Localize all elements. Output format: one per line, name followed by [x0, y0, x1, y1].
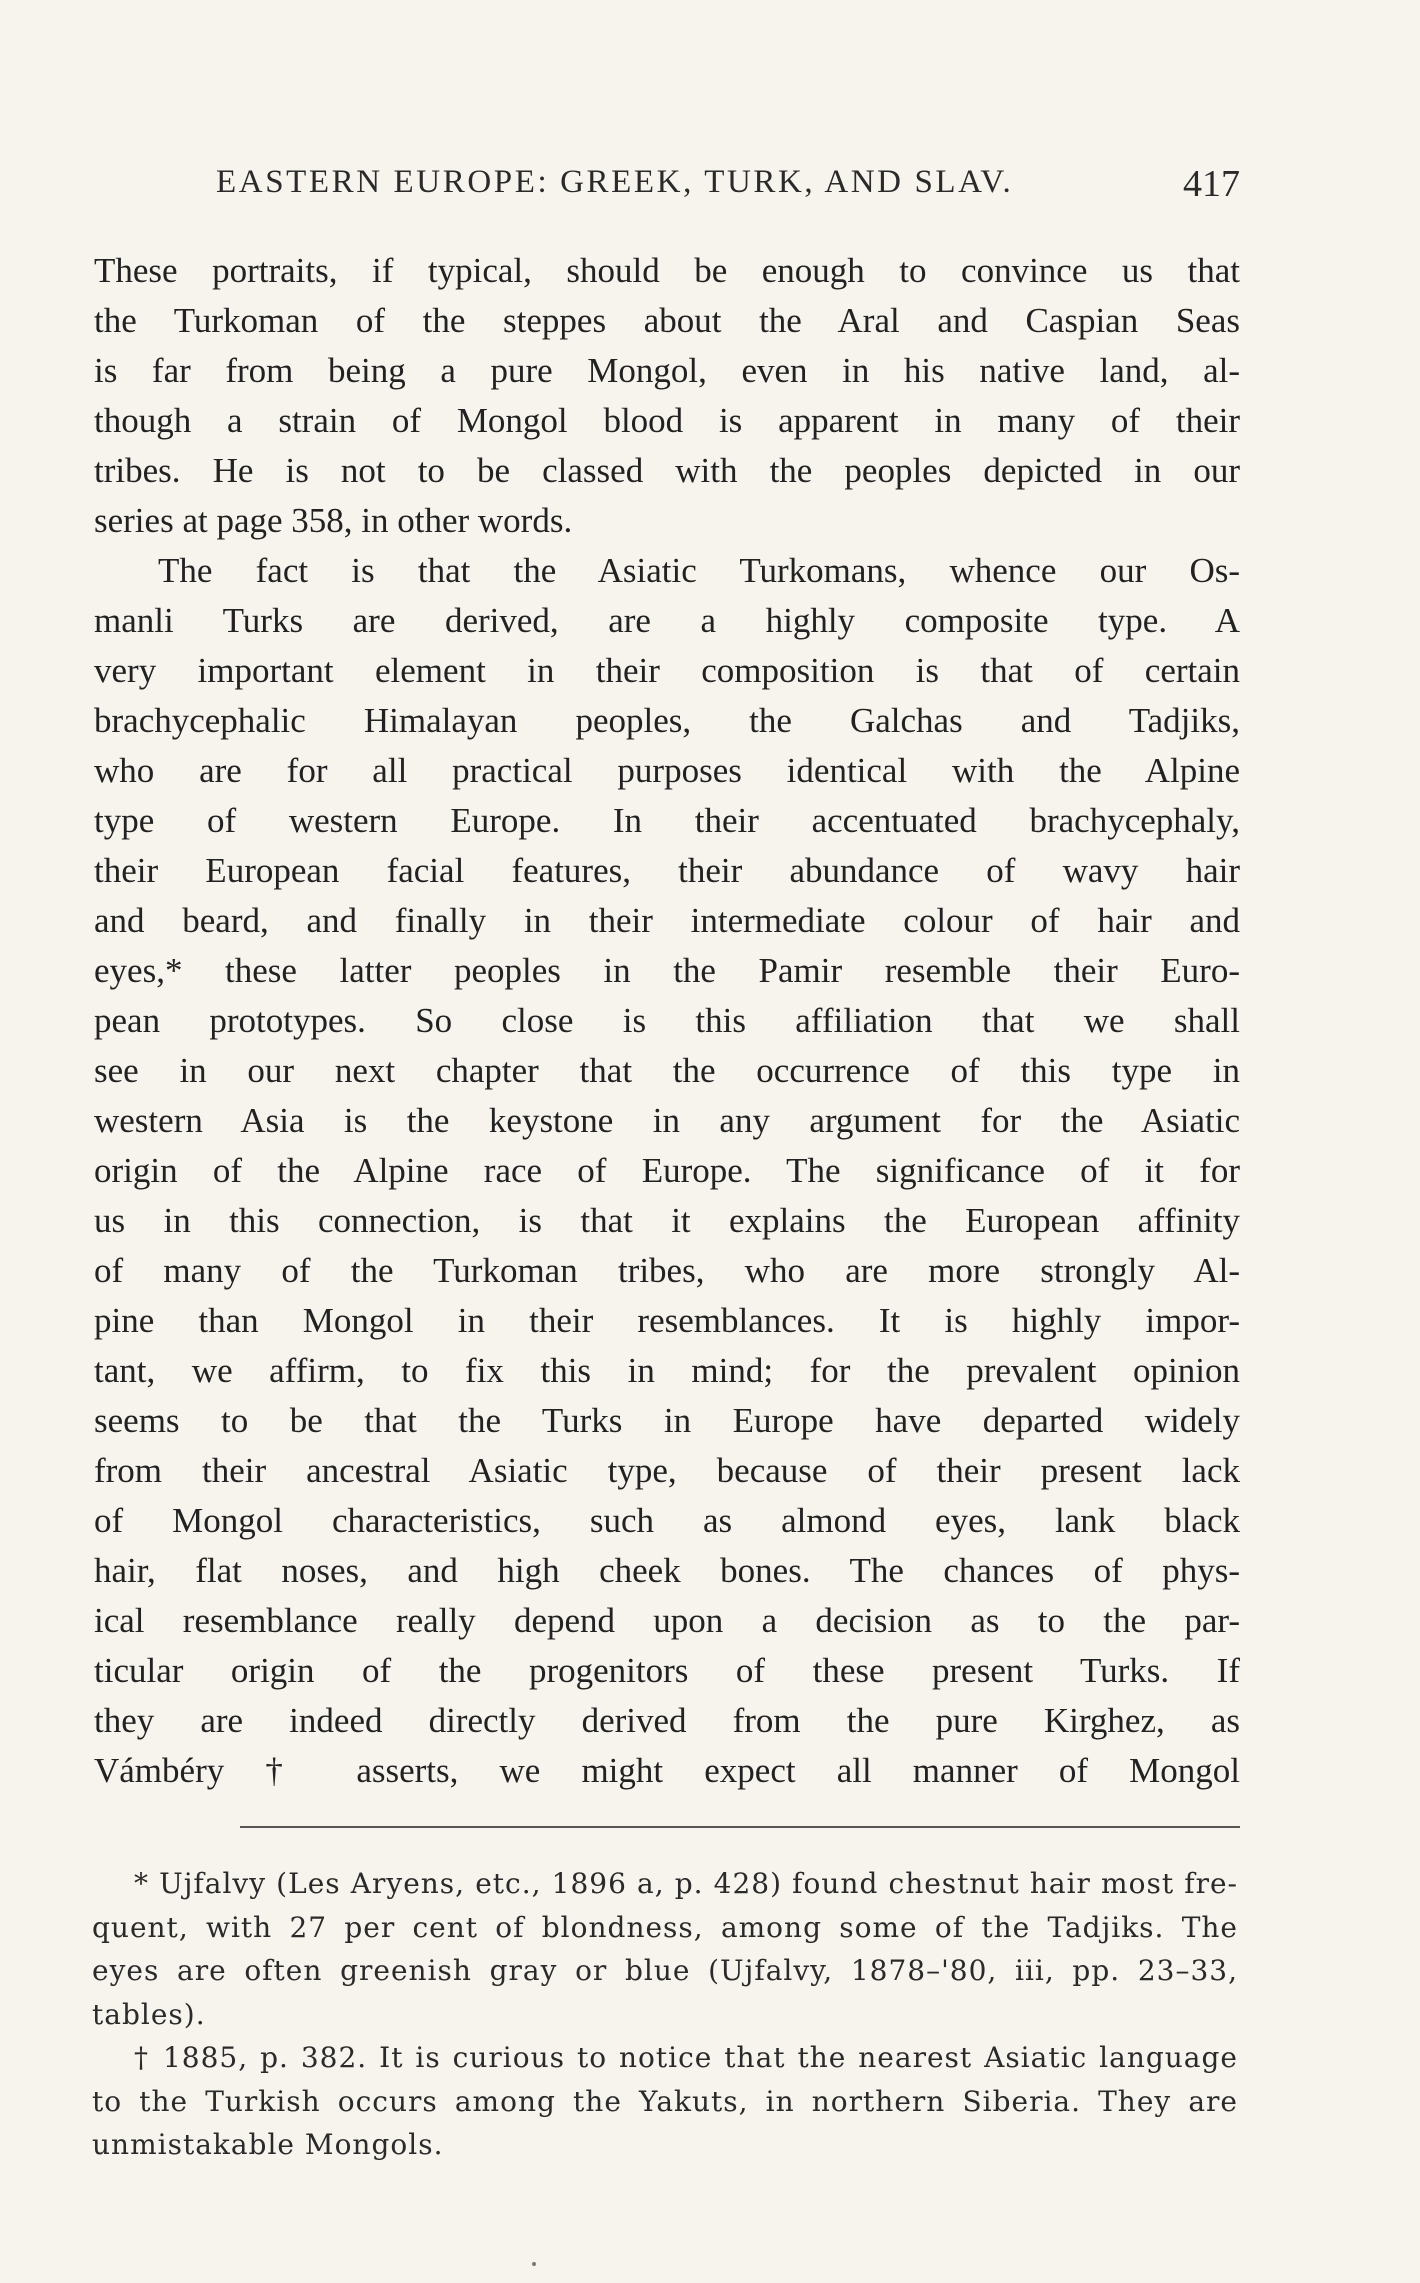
footnote-line: unmistakable Mongols.: [92, 2128, 444, 2161]
text-line: their European facial features, their abundance of wavy hair: [94, 851, 1240, 890]
text-line: ical resemblance really depend upon a decision as to the par-: [94, 1601, 1240, 1640]
text-line: us in this connection, is that it explains the European affinity: [94, 1201, 1240, 1240]
footnote-line: eyes are often greenish gray or blue (Ujfalvy, 1878–'80, iii, pp. 23–33,: [92, 1954, 1238, 1987]
footnote-line: to the Turkish occurs among the Yakuts, in northern Siberia. They are: [92, 2084, 1238, 2118]
footnote-line: † 1885, p. 382. It is curious to notice that the nearest Asiatic language: [134, 2041, 1238, 2074]
footnote-line: quent, with 27 per cent of blondness, among some of the Tadjiks. The: [92, 1910, 1238, 1944]
footnote-divider: [240, 1826, 1240, 1828]
running-title: EASTERN EUROPE: GREEK, TURK, AND SLAV.: [216, 164, 1014, 200]
page-number: 417: [1183, 163, 1240, 205]
footnote-line: * Ujfalvy (Les Aryens, etc., 1896 a, p. 428) found chestnut hair most fre-: [134, 1867, 1238, 1900]
text-line: Vámbéry † asserts, we might expect all manner of Mongol: [94, 1751, 1240, 1790]
text-line: seems to be that the Turks in Europe have departed widely: [94, 1401, 1240, 1440]
paper-speck: [532, 2262, 536, 2266]
text-line: origin of the Alpine race of Europe. The significance of it for: [94, 1151, 1240, 1190]
text-line: is far from being a pure Mongol, even in his native land, al-: [94, 351, 1240, 390]
text-line: pine than Mongol in their resemblances. It is highly impor-: [94, 1301, 1240, 1340]
text-line: see in our next chapter that the occurrence of this type in: [94, 1051, 1240, 1090]
body-text: [94, 246, 1240, 1796]
text-line: ticular origin of the progenitors of these present Turks. If: [94, 1651, 1240, 1690]
text-line: brachycephalic Himalayan peoples, the Galchas and Tadjiks,: [94, 701, 1240, 740]
text-line: type of western Europe. In their accentuated brachycephaly,: [94, 801, 1240, 840]
text-line: the Turkoman of the steppes about the Aral and Caspian Seas: [94, 301, 1240, 340]
text-line: and beard, and finally in their intermediate colour of hair and: [94, 901, 1240, 940]
text-line: they are indeed directly derived from the pure Kirghez, as: [94, 1701, 1240, 1740]
text-line: eyes,* these latter peoples in the Pamir resemble their Euro-: [94, 951, 1240, 990]
text-line: series at page 358, in other words.: [94, 501, 573, 540]
text-line: These portraits, if typical, should be enough to convince us that: [94, 251, 1240, 290]
text-line: pean prototypes. So close is this affiliation that we shall: [94, 1001, 1240, 1040]
text-line: western Asia is the keystone in any argument for the Asiatic: [94, 1101, 1240, 1140]
footnotes: [92, 1862, 1238, 2167]
text-line: who are for all practical purposes identical with the Alpine: [94, 751, 1240, 790]
text-line: of many of the Turkoman tribes, who are more strongly Al-: [94, 1251, 1240, 1290]
text-line: from their ancestral Asiatic type, because of their present lack: [94, 1451, 1240, 1490]
text-line: of Mongol characteristics, such as almond eyes, lank black: [94, 1501, 1240, 1540]
text-line: manli Turks are derived, are a highly composite type. A: [94, 601, 1240, 640]
footnote-line: tables).: [92, 1997, 206, 2031]
text-line: tant, we affirm, to fix this in mind; for the prevalent opinion: [94, 1351, 1240, 1390]
text-line: tribes. He is not to be classed with the peoples depicted in our: [94, 451, 1240, 490]
text-line: The fact is that the Asiatic Turkomans, whence our Os-: [158, 551, 1240, 590]
text-line: hair, flat noses, and high cheek bones. The chances of phys-: [94, 1551, 1240, 1590]
text-line: though a strain of Mongol blood is apparent in many of their: [94, 401, 1240, 440]
text-line: very important element in their composition is that of certain: [94, 651, 1240, 690]
running-head: [216, 160, 1240, 210]
